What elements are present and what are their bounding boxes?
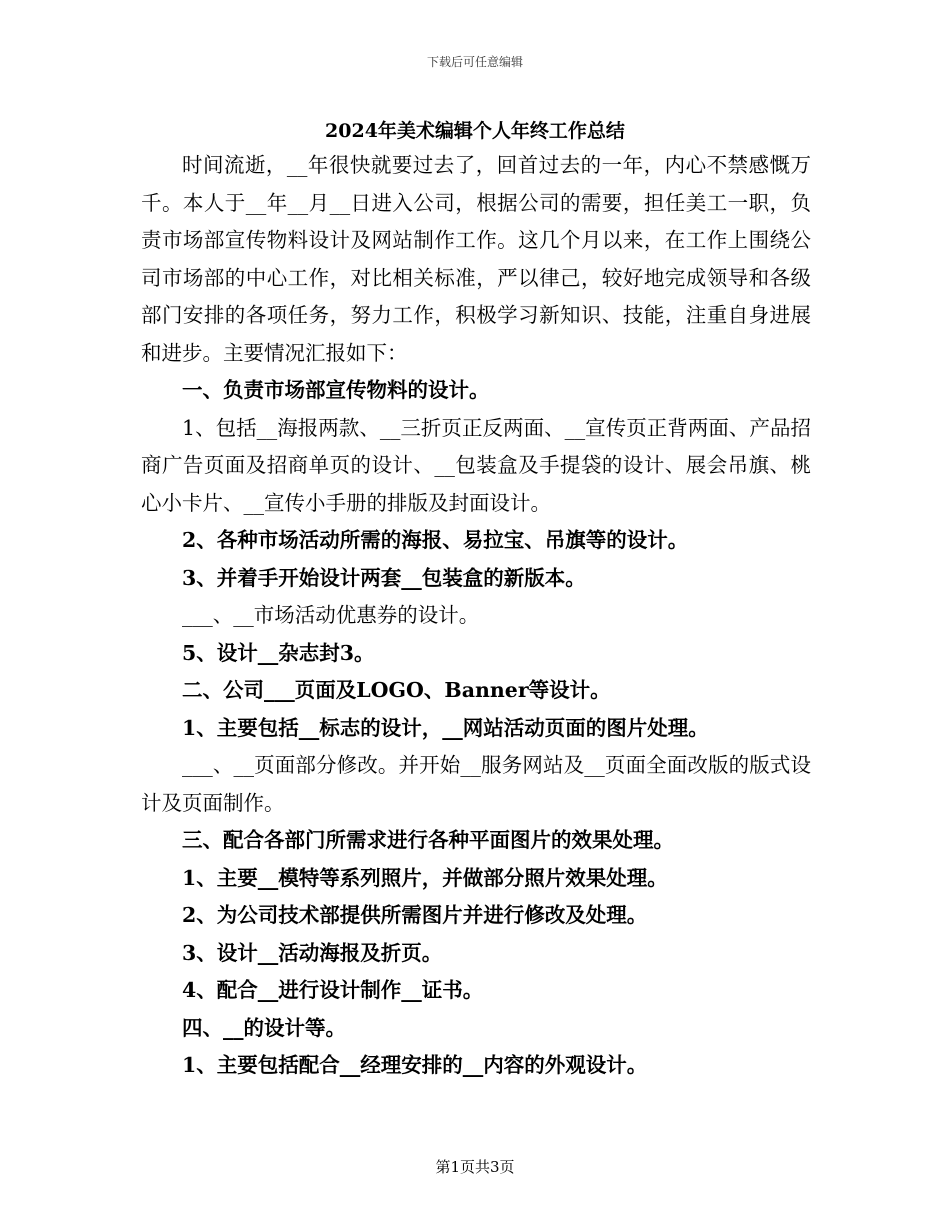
page-number-footer: 第1页共3页 <box>435 1158 515 1176</box>
section-heading-2: 二、公司___页面及LOGO、Banner等设计。 <box>182 678 611 702</box>
document-title: 2024年美术编辑个人年终工作总结 <box>325 120 625 142</box>
list-item: 1、主要包括配合__经理安排的__内容的外观设计。 <box>182 1053 648 1077</box>
list-item: 2、各种市场活动所需的海报、易拉宝、吊旗等的设计。 <box>182 528 689 552</box>
list-item: 1、主要__模特等系列照片，并做部分照片效果处理。 <box>182 865 668 890</box>
header-note: 下载后可任意编辑 <box>426 55 523 69</box>
list-item: 5、设计__杂志封3。 <box>182 640 375 665</box>
section-heading-1: 一、负责市场部宣传物料的设计。 <box>182 378 490 402</box>
list-item: 2、为公司技术部提供所需图片并进行修改及处理。 <box>182 903 648 927</box>
section-heading-4: 四、__的设计等。 <box>182 1015 346 1040</box>
list-item: 1、主要包括__标志的设计，__网站活动页面的图片处理。 <box>182 715 709 740</box>
list-item: 1、包括__海报两款、__三折页正反两面、__宣传页正背两面、产品招商广告页面及招商单页的设计、__包装盒及手提袋的设计、展会吊旗、桃心小卡片、__宣传小手册的排版及封面设计。 <box>141 415 811 515</box>
list-item: ___、__页面部分修改。并开始__服务网站及__页面全面改版的版式设计及页面制作。 <box>141 753 811 815</box>
list-item: 4、配合__进行设计制作__证书。 <box>182 978 484 1002</box>
document-body <box>141 147 811 1085</box>
list-item: ___、__市场活动优惠券的设计。 <box>182 603 480 627</box>
list-item: 3、设计__活动海报及折页。 <box>182 940 443 965</box>
list-item: 3、并着手开始设计两套__包装盒的新版本。 <box>182 565 586 590</box>
paragraph-intro: 时间流逝，__年很快就要过去了，回首过去的一年，内心不禁感慨万千。本人于__年__月__日进入公司，根据公司的需要，担任美工一职，负责市场部宣传物料设计及网站制作工作。这几个月以来，在工作上围绕公司市场部的中心工作，对比相关标准，严以律己，较好地完成领导和各级部门安排的各项任务，努力工作，积极学习新知识、技能，注重自身进展和进步。主要情况汇报如下： <box>141 153 811 365</box>
section-heading-3: 三、配合各部门所需求进行各种平面图片的效果处理。 <box>182 828 674 852</box>
